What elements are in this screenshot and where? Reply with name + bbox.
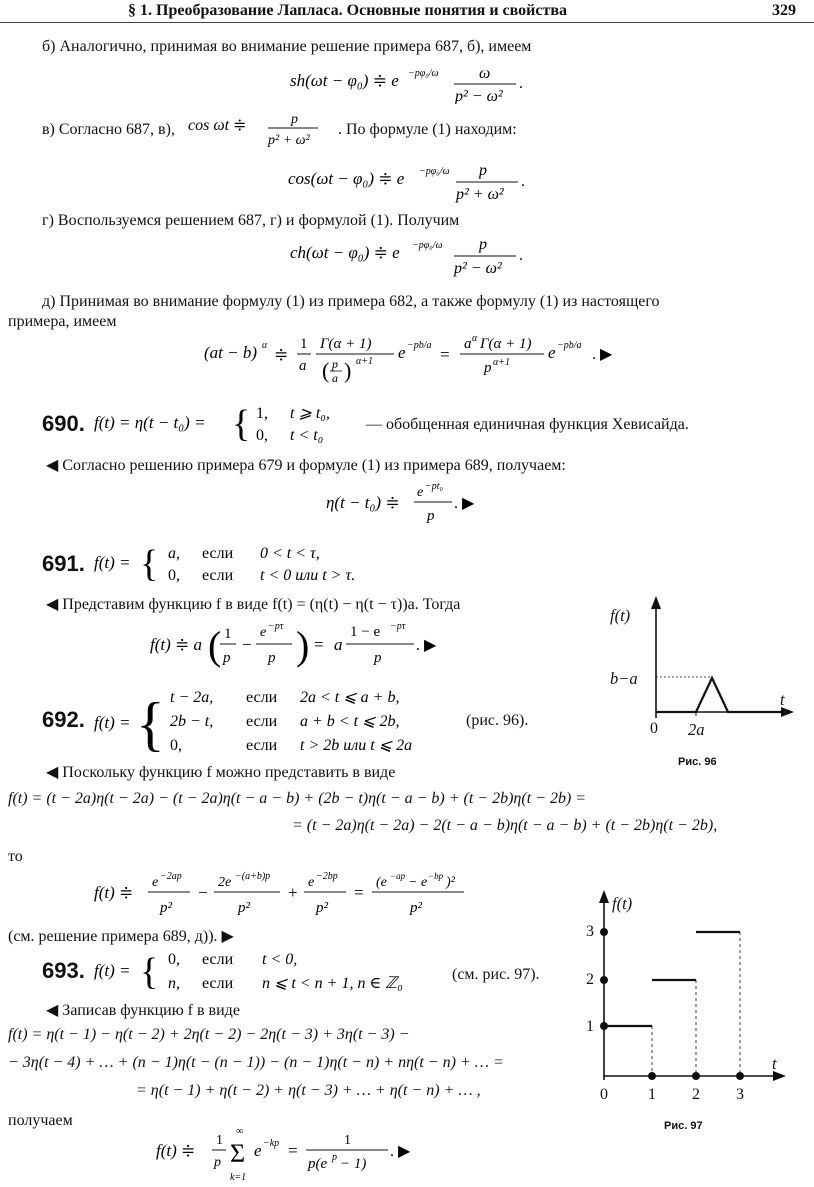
svg-text:Γ(α + 1): Γ(α + 1) — [320, 336, 372, 352]
svg-text:−pφ₀/ω: −pφ₀/ω — [408, 68, 439, 79]
svg-text:p: p — [484, 360, 492, 376]
fig97-y-arrow — [599, 890, 609, 903]
svg-text:−pτ: −pτ — [390, 621, 406, 632]
running-header: § 1. Преобразование Лапласа. Основные понятия и свойства — [128, 2, 567, 19]
svg-text:−(a+b)p: −(a+b)p — [235, 871, 271, 882]
svg-text:α: α — [262, 340, 268, 351]
problem-693-line1: f(t) = η(t − 1) − η(t − 2) + 2η(t − 2) − 2η(t − 3) + 3η(t − 3) − — [8, 1026, 410, 1043]
svg-text:t < 0,: t < 0, — [262, 951, 298, 968]
fig97-y-label: f(t) — [612, 894, 633, 913]
svg-text:f(t) = η(t − t₀) =: f(t) = η(t − t₀) = — [94, 413, 206, 432]
svg-text:(: ( — [322, 358, 330, 383]
fig96-triangle — [656, 678, 786, 712]
item-v-formula — [288, 156, 548, 204]
svg-text:0,: 0, — [168, 567, 180, 584]
svg-text:.: . — [519, 247, 523, 264]
svg-text:t < 0 или t > τ.: t < 0 или t > τ. — [260, 567, 356, 584]
svg-text:e: e — [548, 343, 556, 362]
svg-text:p: p — [479, 162, 487, 179]
fig97-y-tick-1: 1 — [586, 1018, 594, 1035]
problem-693-solution: ◀ Записав функцию f в виде — [46, 1002, 240, 1019]
svg-text:+: + — [288, 883, 298, 902]
item-d-formula — [204, 328, 624, 388]
problem-691-number: 691. — [42, 551, 85, 576]
svg-text:sh(ωt − φ₀) ≑ e: sh(ωt − φ₀) ≑ e — [290, 71, 399, 90]
svg-text:1,: 1, — [256, 405, 268, 422]
fig97-x-tick-0: 0 — [600, 1086, 608, 1103]
header-rule — [0, 22, 814, 23]
problem-693-result — [156, 1120, 426, 1186]
svg-text:1: 1 — [300, 336, 308, 352]
problem-690-formula — [94, 396, 364, 448]
svg-text:p² + ω²: p² + ω² — [456, 186, 504, 203]
svg-text:p: p — [268, 650, 276, 666]
fig97-x-tick-1: 1 — [648, 1086, 656, 1103]
svg-text:cos(ωt − φ₀) ≑ e: cos(ωt − φ₀) ≑ e — [288, 169, 405, 188]
svg-text:−kp: −kp — [263, 1138, 280, 1149]
problem-692-to: то — [8, 848, 23, 865]
svg-text:f(t) ≑ a: f(t) ≑ a — [150, 635, 203, 654]
svg-text:p: p — [332, 357, 338, 371]
svg-text:a: a — [332, 371, 338, 385]
fig96-tick-label: 2a — [688, 720, 705, 739]
problem-693-ref: (см. рис. 97). — [452, 966, 540, 983]
problem-690-result — [326, 474, 496, 526]
svg-text:p²: p² — [238, 900, 250, 916]
svg-text:−2ap: −2ap — [160, 871, 182, 882]
svg-text:1: 1 — [216, 1133, 223, 1148]
fig96-x-label: t — [780, 690, 785, 709]
fig96-level-label: b−a — [610, 669, 638, 688]
svg-text:n ⩽ t < n + 1, n ∈ ℤ₀: n ⩽ t < n + 1, n ∈ ℤ₀ — [262, 975, 403, 992]
item-v-intro-formula — [188, 108, 338, 150]
svg-text:. ▶: . ▶ — [454, 495, 475, 512]
item-b-formula — [290, 58, 550, 104]
svg-text:p: p — [214, 1155, 221, 1170]
svg-text:e: e — [308, 875, 315, 890]
svg-text:0,: 0, — [256, 427, 268, 444]
svg-text:k=1: k=1 — [230, 1172, 247, 1183]
svg-text:e: e — [152, 875, 159, 890]
svg-text:если: если — [246, 713, 278, 730]
problem-693-get: получаем — [8, 1112, 73, 1129]
svg-text:α: α — [472, 333, 478, 344]
problem-692-line2: = (t − 2a)η(t − 2a) − 2(t − a − b)η(t − a − b) + (t − 2b)η(t − 2b), — [292, 817, 718, 834]
svg-text:−pφ₀/ω: −pφ₀/ω — [412, 240, 443, 251]
svg-text:p(e: p(e — [308, 1156, 328, 1172]
item-d-intro-2: примера, имеем — [8, 313, 117, 330]
svg-text:−pb/a: −pb/a — [407, 340, 432, 351]
page-number: 329 — [772, 2, 796, 19]
problem-691-formula — [94, 536, 414, 588]
problem-690-solution: ◀ Согласно решению примера 679 и формуле (1) из примера 689, получаем: — [46, 457, 566, 474]
svg-text:− e: − e — [408, 875, 428, 890]
svg-text:{: { — [232, 403, 251, 445]
svg-text:e: e — [398, 343, 406, 362]
svg-text:∞: ∞ — [236, 1126, 244, 1137]
svg-text:(e: (e — [376, 875, 387, 890]
svg-text:p: p — [479, 236, 487, 253]
problem-692-number: 692. — [42, 707, 85, 732]
svg-text:p: p — [291, 112, 298, 127]
svg-text:если: если — [202, 975, 234, 992]
svg-text:{: { — [140, 951, 159, 993]
svg-text:a: a — [464, 336, 472, 352]
svg-text:0,: 0, — [168, 951, 180, 968]
problem-692-line1: f(t) = (t − 2a)η(t − 2a) − (t − 2a)η(t − a − b) + (2b − t)η(t − a − b) + (t − 2b)η(t − 2b) = — [8, 790, 587, 807]
svg-text:−: − — [242, 635, 252, 654]
problem-690-desc: — обобщенная единичная функция Хевисайда. — [366, 416, 689, 433]
svg-text:p²: p² — [316, 900, 328, 916]
item-v-intro-b: . По формуле (1) находим: — [338, 121, 517, 138]
svg-text:a: a — [334, 635, 343, 654]
item-d-intro-1: д) Принимая во внимание формулу (1) из примера 682, а также формулу (1) из настоящего — [42, 293, 660, 310]
svg-text:−ap: −ap — [390, 871, 406, 881]
svg-text:f(t) =: f(t) = — [94, 961, 131, 980]
svg-text:p: p — [223, 650, 231, 666]
svg-text:(at − b): (at − b) — [204, 343, 258, 362]
problem-692-formula — [94, 684, 454, 760]
svg-text:p²: p² — [410, 900, 422, 916]
svg-text:): ) — [296, 623, 310, 668]
svg-text:a: a — [299, 358, 307, 374]
fig97-y-tick-3: 3 — [586, 923, 594, 940]
svg-text:η(t − t₀) ≑: η(t − t₀) ≑ — [326, 493, 400, 512]
svg-text:Γ(α + 1): Γ(α + 1) — [480, 336, 532, 352]
svg-text:если: если — [202, 545, 234, 562]
figure-97-graph — [582, 884, 792, 1094]
svg-text:2b − t,: 2b − t, — [170, 713, 214, 730]
item-g-intro: г) Воспользуемся решением 687, г) и формулой (1). Получим — [42, 212, 460, 229]
svg-text:t ⩾ t₀,: t ⩾ t₀, — [290, 405, 330, 422]
svg-text:.: . — [519, 75, 523, 92]
svg-text:a,: a, — [168, 545, 180, 562]
svg-text:f(t) ≑: f(t) ≑ — [156, 1141, 196, 1160]
fig96-y-label: f(t) — [610, 606, 631, 625]
fig97-y-tick-2: 2 — [586, 971, 594, 988]
item-g-formula — [290, 230, 550, 278]
problem-692-solution: ◀ Поскольку функцию f можно представить в виде — [46, 764, 396, 781]
svg-text:−pφ₀/ω: −pφ₀/ω — [419, 166, 450, 177]
fig97-x-tick-2: 2 — [692, 1086, 700, 1103]
svg-text:−pτ: −pτ — [268, 621, 284, 632]
problem-693-number: 693. — [42, 958, 85, 983]
svg-text:p²: p² — [160, 900, 172, 916]
svg-text:)²: )² — [446, 875, 455, 890]
problem-691-solution: ◀ Представим функцию f в виде f(t) = (η(t) − η(t − τ))a. Тогда — [46, 596, 461, 613]
problem-692-see: (см. решение примера 689, д)). ▶ — [8, 928, 234, 945]
svg-text:p: p — [332, 1152, 337, 1163]
svg-text:=: = — [288, 1141, 298, 1160]
svg-text:если: если — [202, 951, 234, 968]
svg-text:.: . — [521, 173, 525, 190]
svg-text:a + b < t ⩽ 2b,: a + b < t ⩽ 2b, — [300, 713, 400, 730]
svg-text:−pt₀: −pt₀ — [425, 481, 444, 492]
svg-text:e: e — [260, 625, 267, 640]
svg-text:. ▶: . ▶ — [390, 1143, 411, 1160]
svg-text:cos ωt ≑: cos ωt ≑ — [188, 117, 247, 134]
svg-text:f(t) =: f(t) = — [94, 553, 131, 572]
svg-text:1 − e: 1 − e — [350, 624, 381, 640]
svg-text:−2bp: −2bp — [316, 871, 338, 882]
svg-text:{: { — [140, 543, 159, 585]
svg-text:0,: 0, — [170, 737, 182, 754]
svg-text:(: ( — [208, 623, 222, 668]
fig96-caption: Рис. 96 — [678, 756, 717, 768]
svg-text:=: = — [440, 345, 450, 364]
svg-text:≑: ≑ — [274, 345, 289, 364]
svg-text:0 < t < τ,: 0 < t < τ, — [260, 545, 320, 562]
problem-692-ref: (рис. 96). — [466, 712, 529, 729]
svg-text:p² − ω²: p² − ω² — [455, 88, 503, 104]
svg-text:α+1: α+1 — [356, 356, 373, 367]
problem-693-line2: − 3η(t − 4) + … + (n − 1)η(t − (n − 1)) − (n − 1)η(t − n) + nη(t − n) + … = — [8, 1054, 504, 1071]
item-b-intro: б) Аналогично, принимая во внимание решение примера 687, б), имеем — [42, 38, 532, 55]
svg-text:p² − ω²: p² − ω² — [454, 260, 502, 277]
svg-text:p: p — [427, 508, 435, 524]
svg-text:t − 2a,: t − 2a, — [170, 689, 214, 706]
problem-692-result — [94, 866, 484, 922]
svg-text:f(t) =: f(t) = — [94, 713, 131, 732]
svg-text:=: = — [354, 883, 364, 902]
svg-text:если: если — [246, 737, 278, 754]
svg-text:e: e — [254, 1141, 262, 1160]
svg-text:1: 1 — [224, 626, 232, 642]
svg-text:p² + ω²: p² + ω² — [268, 133, 310, 148]
svg-text:ch(ωt − φ₀) ≑ e: ch(ωt − φ₀) ≑ e — [290, 243, 400, 262]
svg-text:−: − — [198, 883, 208, 902]
fig97-caption: Рис. 97 — [664, 1120, 703, 1132]
svg-text:): ) — [344, 358, 352, 383]
svg-text:t < t₀: t < t₀ — [290, 427, 324, 444]
svg-text:ω: ω — [479, 65, 491, 82]
svg-text:n,: n, — [168, 975, 180, 992]
svg-text:2e: 2e — [218, 875, 232, 890]
svg-text:p: p — [374, 650, 382, 666]
svg-text:t > 2b или t ⩽ 2a: t > 2b или t ⩽ 2a — [300, 737, 413, 754]
svg-text:α+1: α+1 — [493, 357, 510, 368]
problem-691-result — [150, 612, 450, 674]
fig97-x-label: t — [772, 1054, 777, 1073]
svg-text:если: если — [246, 689, 278, 706]
svg-text:1: 1 — [344, 1133, 351, 1148]
svg-text:−pb/a: −pb/a — [557, 340, 582, 351]
svg-text:если: если — [202, 567, 234, 584]
fig96-y-arrow — [651, 596, 661, 609]
svg-text:f(t) ≑: f(t) ≑ — [94, 883, 134, 902]
svg-text:=: = — [314, 635, 324, 654]
fig96-origin-label: 0 — [650, 720, 658, 737]
svg-text:. ▶: . ▶ — [592, 346, 613, 363]
item-v-intro-a: в) Согласно 687, в), — [42, 121, 175, 138]
svg-text:2a < t ⩽ a + b,: 2a < t ⩽ a + b, — [300, 689, 400, 706]
problem-693-formula — [94, 944, 444, 996]
svg-text:− 1): − 1) — [340, 1156, 367, 1172]
problem-690-number: 690. — [42, 411, 85, 436]
fig97-x-tick-3: 3 — [736, 1086, 744, 1103]
svg-text:. ▶: . ▶ — [416, 637, 437, 654]
svg-text:{: { — [136, 691, 165, 757]
svg-text:−bp: −bp — [428, 871, 444, 881]
problem-693-line3: = η(t − 1) + η(t − 2) + η(t − 3) + … + η(t − n) + … , — [136, 1082, 481, 1099]
svg-text:e: e — [417, 485, 424, 500]
svg-text:Σ: Σ — [230, 1139, 246, 1168]
